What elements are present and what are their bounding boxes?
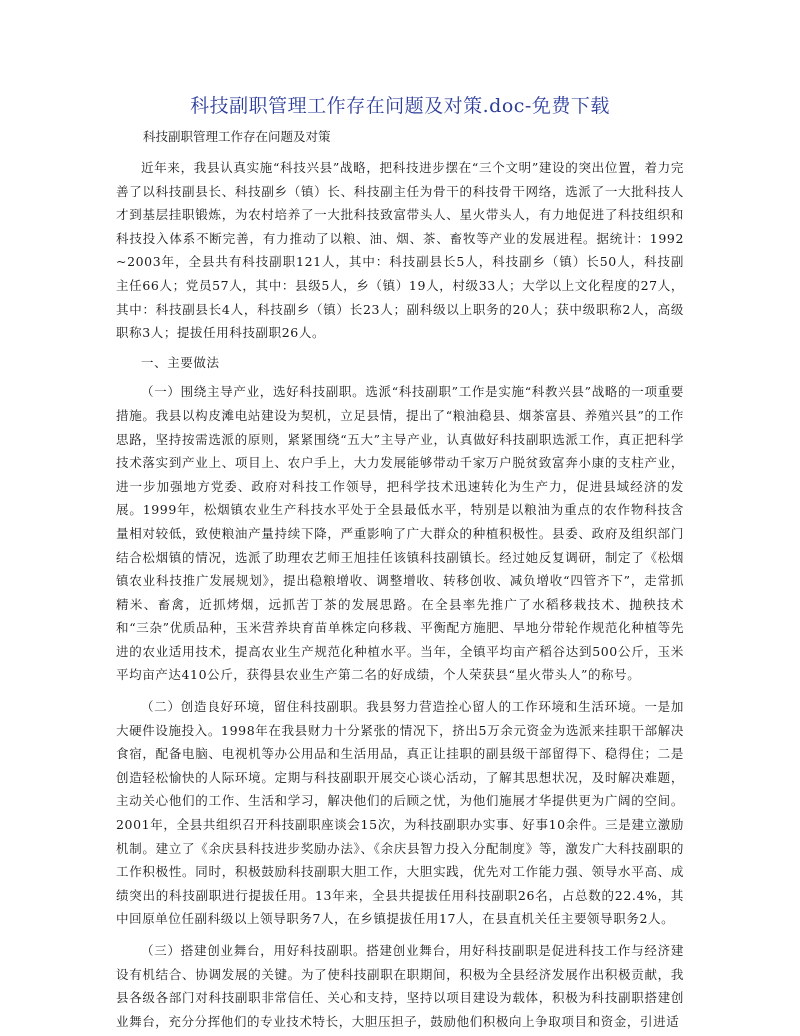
paragraph-retain-tech-deputies: （二）创造良好环境，留住科技副职。我县努力营造拴心留人的工作环境和生活环境。一是加大硬件设施投入。1998年在我县财力十分紧张的情况下，挤出5万余元资金为选派来挂职干部解决食宿，配备电脑、电视机等办公用品和生活用品，真正让挂职的副县级干部留得下、稳得住；二是创造轻松愉快的人际环境。定期与科技副职开展交心谈心活动，了解其思想状况，及时解决难题，主动关心他们的工作、生活和学习，解决他们的后顾之忧，为他们施展才华提供更为广阔的空间。2001年，全县共组织召开科技副职座谈会15次，为科技副职办实事、好事10余件。三是建立激励机制。建立了《余庆县科技进步奖励办法》、《余庆县智力投入分配制度》等，激发广大科技副职的工作积极性。同时，积极鼓励科技副职大胆工作，大胆实践，优先对工作能力强、领导水平高、成绩突出的科技副职进行提拔任用。13年来，全县共提拔任用科技副职26名，占总数的22.4%，其中回原单位任副科级以上领导职务7人，在乡镇提拔任用17人，在县直机关任主要领导职务2人。 xyxy=(116,699,684,927)
document-subtitle: 科技副职管理工作存在问题及对策 xyxy=(143,129,331,144)
document-body xyxy=(116,156,684,1033)
paragraph-use-tech-deputies: （三）搭建创业舞台，用好科技副职。搭建创业舞台，用好科技副职是促进科技工作与经济建设有机结合、协调发展的关键。为了使科技副职在职期间，积极为全县经济发展作出积极贡献，我县各级各部门对科技副职非常信任、关心和支持，坚持以项目建设为载体，积极为科技副职搭建创业舞台，充分分挥他们的专业技术特长，大胆压担子，鼓励他们积极向上争取项目和资金，引进适 xyxy=(116,943,684,1029)
document-title: 科技副职管理工作存在问题及对策.doc-免费下载 xyxy=(190,95,610,117)
paragraph-select-tech-deputies: （一）围绕主导产业，选好科技副职。选派“科技副职”工作是实施“科教兴县”战略的一项重要措施。我县以构皮滩电站建设为契机，立足县情，提出了“粮油稳县、烟茶富县、养殖兴县”的工作思路，坚持按需选派的原则，紧紧围绕“五大”主导产业，认真做好科技副职选派工作，真正把科学技术落实到产业上、项目上、农户手上，大力发展能够带动千家万户脱贫致富奔小康的支柱产业，进一步加强地方党委、政府对科技工作领导，把科学技术迅速转化为生产力，促进县域经济的发展。1999年，松烟镇农业生产科技水平处于全县最低水平，特别是以粮油为重点的农作物科技含量相对较低，致使粮油产量持续下降，严重影响了广大群众的种植积极性。县委、政府及组织部门结合松烟镇的情况，选派了助理农艺师王旭挂任该镇科技副镇长。经过她反复调研，制定了《松烟镇农业科技推广发展规划》，提出稳粮增收、调整增收、转移创收、减负增收“四管齐下”，走常抓精米、畜禽，近抓烤烟，远抓苦丁茶的发展思路。在全县率先推广了水稻移栽技术、抛秧技术和“三杂”优质品种，玉米营养块育苗单株定向移栽、平衡配方施肥、旱地分带轮作规范化种植等先进的农业适用技术，提高农业生产规范化种植水平。当年，全镇平均亩产稻谷达到500公斤，玉米平均亩产达410公斤，获得县农业生产第二名的好成绩，个人荣获县“星火带头人”的称号。 xyxy=(116,384,684,683)
paragraph-gap xyxy=(116,931,684,939)
intro-paragraph: 近年来，我县认真实施“科技兴县”战略，把科技进步摆在“三个文明”建设的突出位置，着力完善了以科技副县长、科技副乡（镇）长、科技副主任为骨干的科技骨干网络，选派了一大批科技人才到基层挂职锻炼，为农村培养了一大批科技致富带头人、星火带头人，有力地促进了科技组织和科技投入体系不断完善，有力推动了以粮、油、烟、茶、畜牧等产业的发展进程。据统计：1992~2003年，全县共有科技副职121人，其中：科技副县长5人，科技副乡（镇）长50人，科技副主任66人；党员57人，其中：县级5人，乡（镇）19人，村级33人；大学以上文化程度的27人，其中：科技副县长4人，科技副乡（镇）长23人；副科级以上职务的20人；获中级职称2人，高级职称3人；提拔任用科技副职26人。 xyxy=(116,160,684,341)
paragraph-gap xyxy=(116,687,684,695)
section-heading-main-practices: 一、主要做法 xyxy=(141,354,220,370)
